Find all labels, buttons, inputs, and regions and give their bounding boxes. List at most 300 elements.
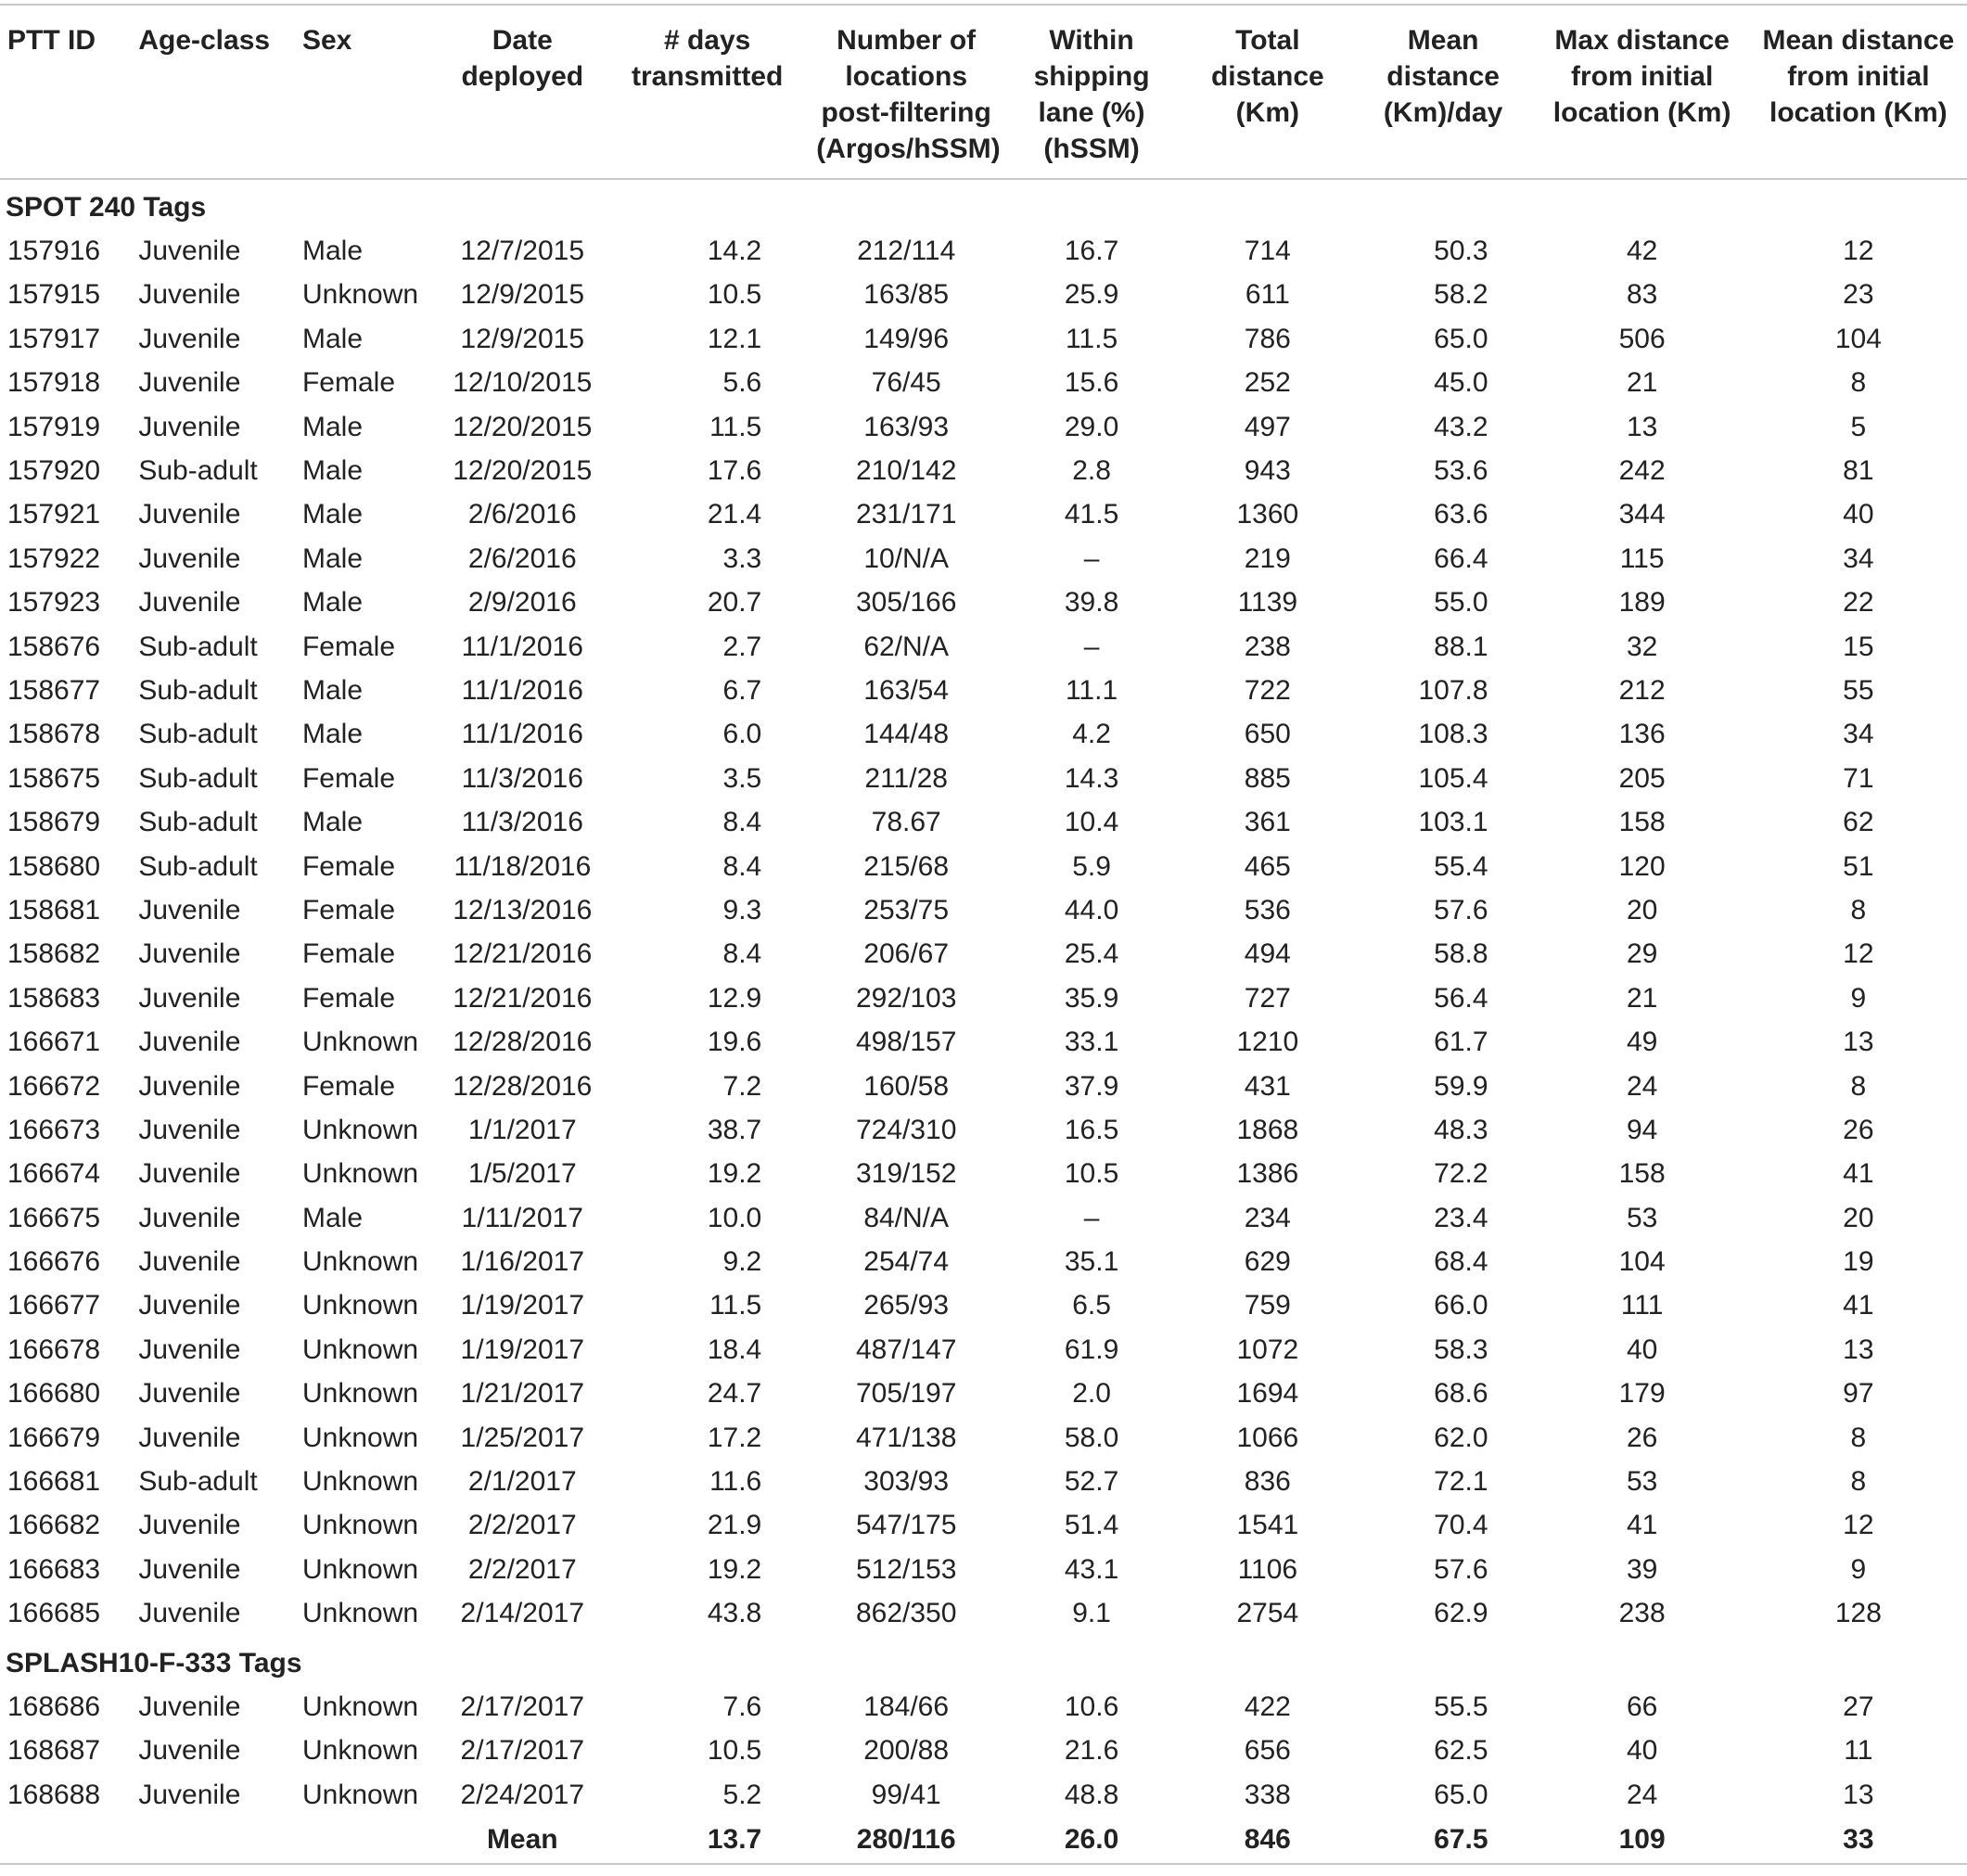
cell-max-distance-from-initial: 24: [1626, 1779, 1658, 1810]
cell-days-transmitted: 10.0: [707, 1202, 762, 1233]
cell-max-distance-from-initial: 238: [1618, 1598, 1666, 1629]
table-row: [0, 757, 1967, 800]
cell-days-transmitted: 2.7: [722, 631, 762, 662]
cell-total-distance: 611: [1245, 279, 1290, 311]
table-row: [0, 845, 1967, 888]
cell-days-transmitted: 24.7: [707, 1378, 762, 1410]
cell-locations: 292/103: [855, 982, 957, 1014]
cell-within-shipping-lane: 9.1: [1072, 1598, 1111, 1629]
cell-date-deployed: 2/2/2017: [467, 1510, 577, 1541]
cell-age-class: Sub-adult: [138, 807, 258, 838]
cell-max-distance-from-initial: 39: [1626, 1553, 1658, 1585]
cell-sex: Unknown: [301, 1691, 419, 1722]
cell-ptt-id: 166673: [7, 1114, 101, 1145]
cell-locations: 253/75: [863, 894, 950, 925]
cell-within-shipping-lane: 43.1: [1064, 1553, 1119, 1585]
cell-max-distance-from-initial: 189: [1618, 587, 1666, 619]
cell-ptt-id: 166671: [7, 1027, 101, 1058]
cell-sex: Unknown: [301, 1779, 419, 1810]
cell-sex: Male: [301, 807, 364, 838]
table-row: [0, 1065, 1967, 1108]
cell-locations: 215/68: [863, 850, 950, 882]
cell-mean-distance-per-day: 59.9: [1434, 1070, 1488, 1102]
cell-date-deployed: 11/18/2016: [453, 850, 592, 882]
cell-ptt-id: 166681: [7, 1466, 101, 1498]
cell-total-distance: 1072: [1236, 1334, 1299, 1365]
cell-sex: Male: [301, 542, 364, 574]
cell-mean-distance-per-day: 23.4: [1434, 1202, 1488, 1233]
cell-date-deployed: 11/1/2016: [461, 631, 583, 662]
cell-date-deployed: 12/9/2015: [460, 279, 585, 311]
cell-within-shipping-lane: 25.9: [1064, 279, 1119, 311]
cell-mean-distance-from-initial: 5: [1850, 411, 1867, 442]
table-row: [0, 537, 1967, 581]
table-row: [0, 1240, 1967, 1283]
table-row: [0, 1773, 1967, 1817]
cell-sex: Unknown: [301, 1027, 419, 1058]
mean-total-distance: 846: [1183, 1817, 1352, 1864]
cell-within-shipping-lane: 21.6: [1064, 1735, 1119, 1767]
cell-max-distance-from-initial: 158: [1618, 1158, 1666, 1190]
cell-sex: Male: [301, 587, 364, 619]
cell-mean-distance-from-initial: 104: [1834, 323, 1882, 354]
cell-ptt-id: 166672: [7, 1070, 101, 1102]
cell-age-class: Juvenile: [138, 1246, 241, 1278]
cell-mean-distance-from-initial: 62: [1843, 807, 1874, 838]
cell-ptt-id: 157918: [7, 367, 101, 399]
cell-age-class: Sub-adult: [138, 455, 258, 487]
cell-mean-distance-from-initial: 20: [1843, 1202, 1874, 1233]
cell-date-deployed: 1/11/2017: [461, 1202, 583, 1233]
cell-date-deployed: 1/5/2017: [467, 1158, 577, 1190]
cell-age-class: Sub-adult: [138, 719, 258, 750]
cell-days-transmitted: 7.6: [722, 1691, 762, 1722]
cell-total-distance: 1694: [1236, 1378, 1299, 1410]
cell-total-distance: 361: [1244, 807, 1291, 838]
cell-sex: Female: [301, 850, 396, 882]
cell-total-distance: 1066: [1236, 1422, 1299, 1453]
cell-age-class: Juvenile: [138, 1290, 241, 1321]
cell-max-distance-from-initial: 212: [1618, 674, 1666, 706]
cell-days-transmitted: 43.8: [707, 1598, 762, 1629]
cell-total-distance: 252: [1244, 367, 1291, 399]
cell-total-distance: 422: [1244, 1691, 1291, 1722]
cell-within-shipping-lane: 39.8: [1064, 587, 1119, 619]
cell-within-shipping-lane: 37.9: [1064, 1070, 1119, 1102]
cell-mean-distance-from-initial: 27: [1843, 1691, 1874, 1722]
cell-total-distance: 943: [1244, 455, 1291, 487]
cell-sex: Female: [301, 367, 396, 399]
cell-total-distance: 759: [1244, 1290, 1291, 1321]
cell-age-class: Juvenile: [138, 411, 241, 442]
cell-total-distance: 2754: [1236, 1598, 1299, 1629]
cell-ptt-id: 168688: [7, 1779, 101, 1810]
mean-within-shipping-lane: 26.0: [1000, 1817, 1183, 1864]
table-row: [0, 317, 1967, 361]
section-title: SPOT 240 Tags: [6, 191, 207, 223]
cell-age-class: Juvenile: [138, 1598, 241, 1629]
cell-total-distance: 1868: [1236, 1114, 1299, 1145]
table-row: [0, 405, 1967, 449]
cell-mean-distance-from-initial: 9: [1850, 982, 1867, 1014]
cell-age-class: Sub-adult: [138, 674, 258, 706]
cell-mean-distance-from-initial: 8: [1850, 894, 1867, 925]
empty-cell: [131, 1817, 295, 1864]
cell-date-deployed: 12/9/2015: [460, 323, 585, 354]
cell-mean-distance-from-initial: 9: [1850, 1553, 1867, 1585]
cell-ptt-id: 166682: [7, 1510, 101, 1541]
cell-within-shipping-lane: 29.0: [1064, 411, 1119, 442]
cell-date-deployed: 2/1/2017: [467, 1466, 577, 1498]
table-row: [0, 1372, 1967, 1416]
cell-mean-distance-from-initial: 13: [1843, 1334, 1874, 1365]
cell-total-distance: 234: [1244, 1202, 1291, 1233]
cell-total-distance: 431: [1244, 1070, 1291, 1102]
tag-summary-table: [0, 4, 1967, 1865]
cell-mean-distance-from-initial: 23: [1843, 279, 1874, 311]
cell-locations: 200/88: [863, 1735, 950, 1767]
cell-date-deployed: 1/19/2017: [460, 1290, 585, 1321]
cell-locations: 144/48: [863, 719, 950, 750]
cell-days-transmitted: 8.4: [722, 807, 762, 838]
cell-mean-distance-per-day: 103.1: [1418, 807, 1488, 838]
cell-date-deployed: 1/19/2017: [460, 1334, 585, 1365]
cell-days-transmitted: 9.2: [722, 1246, 762, 1278]
cell-total-distance: 494: [1244, 938, 1291, 970]
cell-total-distance: 1106: [1237, 1553, 1298, 1585]
cell-within-shipping-lane: 11.1: [1065, 674, 1118, 706]
cell-locations: 206/67: [863, 938, 950, 970]
cell-total-distance: 1541: [1236, 1510, 1299, 1541]
cell-days-transmitted: 5.2: [722, 1779, 762, 1810]
cell-mean-distance-per-day: 58.2: [1434, 279, 1488, 311]
cell-total-distance: 536: [1244, 894, 1291, 925]
section-header-row: [0, 179, 1967, 229]
cell-mean-distance-per-day: 68.6: [1434, 1378, 1488, 1410]
cell-age-class: Juvenile: [138, 499, 241, 530]
cell-age-class: Juvenile: [138, 1691, 241, 1722]
cell-max-distance-from-initial: 21: [1626, 982, 1658, 1014]
cell-mean-distance-from-initial: 51: [1843, 850, 1874, 882]
cell-days-transmitted: 11.6: [709, 1466, 762, 1498]
cell-max-distance-from-initial: 506: [1618, 323, 1666, 354]
cell-total-distance: 1139: [1237, 587, 1298, 619]
cell-within-shipping-lane: 35.1: [1064, 1246, 1119, 1278]
cell-sex: Female: [301, 938, 396, 970]
cell-sex: Male: [301, 323, 364, 354]
cell-locations: 319/152: [855, 1158, 957, 1190]
cell-ptt-id: 158675: [7, 762, 101, 794]
cell-mean-distance-from-initial: 11: [1844, 1735, 1873, 1767]
table-row: [0, 493, 1967, 537]
cell-date-deployed: 2/6/2016: [467, 542, 577, 574]
cell-mean-distance-per-day: 65.0: [1434, 323, 1488, 354]
cell-ptt-id: 158683: [7, 982, 101, 1014]
cell-within-shipping-lane: 48.8: [1064, 1779, 1119, 1810]
cell-locations: 211/28: [864, 762, 948, 794]
cell-locations: 512/153: [855, 1553, 957, 1585]
cell-within-shipping-lane: 14.3: [1064, 762, 1119, 794]
cell-total-distance: 722: [1244, 674, 1291, 706]
cell-total-distance: 1210: [1236, 1027, 1299, 1058]
cell-total-distance: 727: [1244, 982, 1291, 1014]
cell-date-deployed: 12/20/2015: [453, 455, 593, 487]
cell-sex: Unknown: [301, 1735, 419, 1767]
cell-age-class: Juvenile: [138, 1114, 241, 1145]
cell-sex: Male: [301, 1202, 364, 1233]
cell-sex: Male: [301, 411, 364, 442]
cell-mean-distance-from-initial: 40: [1843, 499, 1874, 530]
cell-days-transmitted: 21.4: [707, 499, 762, 530]
cell-max-distance-from-initial: 344: [1618, 499, 1666, 530]
cell-date-deployed: 2/9/2016: [467, 587, 577, 619]
cell-sex: Male: [301, 719, 364, 750]
cell-mean-distance-from-initial: 13: [1843, 1027, 1874, 1058]
table-row: [0, 274, 1967, 317]
cell-mean-distance-from-initial: 41: [1843, 1158, 1874, 1190]
cell-within-shipping-lane: 10.5: [1064, 1158, 1119, 1190]
cell-max-distance-from-initial: 94: [1626, 1114, 1658, 1145]
cell-sex: Unknown: [301, 1290, 419, 1321]
cell-within-shipping-lane: 5.9: [1072, 850, 1111, 882]
mean-distance-per-day: 67.5: [1352, 1817, 1535, 1864]
cell-mean-distance-per-day: 68.4: [1434, 1246, 1488, 1278]
cell-total-distance: 338: [1244, 1779, 1291, 1810]
cell-max-distance-from-initial: 40: [1626, 1334, 1658, 1365]
cell-locations: 498/157: [855, 1027, 957, 1058]
cell-date-deployed: 11/3/2016: [461, 807, 583, 838]
cell-age-class: Juvenile: [138, 236, 241, 267]
empty-cell: [0, 1817, 131, 1864]
cell-mean-distance-from-initial: 8: [1850, 1466, 1867, 1498]
cell-ptt-id: 166685: [7, 1598, 101, 1629]
cell-total-distance: 656: [1244, 1735, 1291, 1767]
cell-max-distance-from-initial: 49: [1626, 1027, 1658, 1058]
cell-mean-distance-from-initial: 12: [1843, 938, 1874, 970]
cell-mean-distance-per-day: 55.4: [1434, 850, 1488, 882]
header-number-of-locations: Number of locations post-filtering (Argos/hSSM): [812, 5, 1000, 179]
table-row: [0, 229, 1967, 273]
cell-max-distance-from-initial: 115: [1619, 542, 1665, 574]
cell-date-deployed: 12/21/2016: [453, 982, 593, 1014]
cell-max-distance-from-initial: 66: [1626, 1691, 1658, 1722]
cell-mean-distance-per-day: 62.5: [1434, 1735, 1488, 1767]
cell-locations: 99/41: [871, 1779, 941, 1810]
cell-total-distance: 238: [1244, 631, 1291, 662]
cell-within-shipping-lane: 10.6: [1064, 1691, 1119, 1722]
cell-sex: Unknown: [301, 1334, 419, 1365]
cell-mean-distance-from-initial: 71: [1843, 762, 1874, 794]
cell-age-class: Juvenile: [138, 1553, 241, 1585]
cell-within-shipping-lane: 6.5: [1072, 1290, 1111, 1321]
cell-sex: Unknown: [301, 1158, 419, 1190]
cell-total-distance: 497: [1244, 411, 1291, 442]
cell-ptt-id: 157921: [7, 499, 101, 530]
cell-days-transmitted: 10.5: [707, 279, 762, 311]
cell-mean-distance-per-day: 53.6: [1434, 455, 1488, 487]
cell-within-shipping-lane: –: [1083, 542, 1100, 574]
cell-days-transmitted: 12.1: [707, 323, 762, 354]
cell-date-deployed: 12/20/2015: [453, 411, 593, 442]
cell-mean-distance-per-day: 62.0: [1434, 1422, 1488, 1453]
cell-max-distance-from-initial: 120: [1618, 850, 1666, 882]
cell-age-class: Juvenile: [138, 1779, 241, 1810]
cell-ptt-id: 157916: [7, 236, 101, 267]
header-within-shipping-lane: Within shipping lane (%) (hSSM): [1000, 5, 1183, 179]
cell-date-deployed: 1/1/2017: [467, 1114, 577, 1145]
header-row: [0, 5, 1967, 179]
cell-locations: 862/350: [855, 1598, 957, 1629]
cell-total-distance: 786: [1244, 323, 1291, 354]
cell-age-class: Juvenile: [138, 1158, 241, 1190]
cell-within-shipping-lane: 2.8: [1072, 455, 1111, 487]
cell-within-shipping-lane: 10.4: [1064, 807, 1119, 838]
table-row: [0, 1504, 1967, 1548]
cell-total-distance: 1386: [1236, 1158, 1299, 1190]
cell-sex: Female: [301, 982, 396, 1014]
cell-locations: 487/147: [855, 1334, 957, 1365]
cell-age-class: Juvenile: [138, 1510, 241, 1541]
cell-max-distance-from-initial: 13: [1626, 411, 1658, 442]
cell-max-distance-from-initial: 158: [1618, 807, 1666, 838]
cell-mean-distance-from-initial: 22: [1843, 587, 1874, 619]
mean-locations: 280/116: [812, 1817, 1000, 1864]
cell-within-shipping-lane: 61.9: [1064, 1334, 1119, 1365]
cell-mean-distance-per-day: 45.0: [1434, 367, 1488, 399]
cell-max-distance-from-initial: 53: [1626, 1466, 1658, 1498]
cell-age-class: Sub-adult: [138, 631, 258, 662]
cell-max-distance-from-initial: 32: [1626, 631, 1658, 662]
cell-date-deployed: 12/21/2016: [453, 938, 593, 970]
cell-days-transmitted: 19.2: [707, 1158, 762, 1190]
cell-ptt-id: 158680: [7, 850, 101, 882]
cell-ptt-id: 157920: [7, 455, 101, 487]
cell-mean-distance-per-day: 107.8: [1418, 674, 1488, 706]
cell-within-shipping-lane: 25.4: [1064, 938, 1119, 970]
cell-within-shipping-lane: 33.1: [1064, 1027, 1119, 1058]
header-age-class: Age-class: [131, 5, 295, 179]
cell-mean-distance-per-day: 57.6: [1434, 894, 1488, 925]
cell-mean-distance-from-initial: 15: [1843, 631, 1874, 662]
cell-locations: 184/66: [863, 1691, 950, 1722]
cell-locations: 705/197: [855, 1378, 957, 1410]
cell-max-distance-from-initial: 41: [1626, 1510, 1658, 1541]
cell-mean-distance-from-initial: 19: [1843, 1246, 1874, 1278]
cell-sex: Unknown: [301, 1598, 419, 1629]
header-mean-distance-from-initial: Mean distance from initial location (Km): [1750, 5, 1967, 179]
cell-locations: 149/96: [863, 323, 950, 354]
cell-max-distance-from-initial: 26: [1626, 1422, 1658, 1453]
header-days-transmitted: # days transmitted: [602, 5, 812, 179]
cell-date-deployed: 1/21/2017: [460, 1378, 585, 1410]
cell-mean-distance-from-initial: 55: [1843, 674, 1874, 706]
section-header-row: [0, 1636, 1967, 1685]
cell-age-class: Juvenile: [138, 1070, 241, 1102]
cell-sex: Unknown: [301, 279, 419, 311]
cell-mean-distance-from-initial: 12: [1843, 1510, 1874, 1541]
cell-days-transmitted: 6.0: [722, 719, 762, 750]
cell-mean-distance-from-initial: 13: [1843, 1779, 1874, 1810]
cell-ptt-id: 166676: [7, 1246, 101, 1278]
cell-ptt-id: 157915: [7, 279, 101, 311]
cell-date-deployed: 12/7/2015: [460, 236, 585, 267]
cell-age-class: Sub-adult: [138, 850, 258, 882]
table-row: [0, 362, 1967, 405]
cell-days-transmitted: 8.4: [722, 938, 762, 970]
cell-date-deployed: 2/17/2017: [460, 1735, 585, 1767]
cell-total-distance: 219: [1244, 542, 1291, 574]
cell-mean-distance-from-initial: 41: [1843, 1290, 1874, 1321]
cell-locations: 303/93: [863, 1466, 950, 1498]
cell-age-class: Juvenile: [138, 894, 241, 925]
cell-total-distance: 465: [1244, 850, 1291, 882]
header-total-distance: Total distance (Km): [1183, 5, 1352, 179]
table-row: [0, 1108, 1967, 1152]
cell-ptt-id: 158677: [7, 674, 101, 706]
data-table-container: [0, 4, 1967, 1865]
cell-mean-distance-from-initial: 81: [1843, 455, 1874, 487]
cell-locations: 210/142: [855, 455, 957, 487]
cell-mean-distance-per-day: 62.9: [1434, 1598, 1488, 1629]
cell-days-transmitted: 7.2: [722, 1070, 762, 1102]
table-row: [0, 713, 1967, 757]
cell-within-shipping-lane: 15.6: [1064, 367, 1119, 399]
cell-date-deployed: 2/6/2016: [467, 499, 577, 530]
cell-mean-distance-per-day: 58.3: [1434, 1334, 1488, 1365]
cell-days-transmitted: 19.2: [707, 1553, 762, 1585]
mean-label: Mean: [442, 1817, 602, 1864]
cell-sex: Unknown: [301, 1422, 419, 1453]
table-row: [0, 976, 1967, 1020]
cell-locations: 212/114: [857, 236, 956, 267]
cell-total-distance: 714: [1244, 236, 1291, 267]
cell-total-distance: 1360: [1236, 499, 1299, 530]
mean-row: [0, 1817, 1967, 1864]
cell-ptt-id: 157917: [7, 323, 101, 354]
cell-days-transmitted: 3.5: [722, 762, 762, 794]
cell-mean-distance-per-day: 105.4: [1418, 762, 1488, 794]
cell-ptt-id: 158682: [7, 938, 101, 970]
cell-age-class: Juvenile: [138, 1202, 241, 1233]
cell-max-distance-from-initial: 111: [1620, 1290, 1664, 1321]
cell-locations: 163/85: [863, 279, 950, 311]
cell-age-class: Juvenile: [138, 1422, 241, 1453]
cell-mean-distance-from-initial: 34: [1843, 542, 1874, 574]
cell-date-deployed: 1/16/2017: [460, 1246, 585, 1278]
cell-ptt-id: 157919: [7, 411, 101, 442]
cell-within-shipping-lane: 58.0: [1064, 1422, 1119, 1453]
cell-age-class: Juvenile: [138, 1378, 241, 1410]
table-row: [0, 581, 1967, 625]
cell-mean-distance-from-initial: 128: [1834, 1598, 1882, 1629]
cell-mean-distance-per-day: 72.1: [1434, 1466, 1488, 1498]
cell-days-transmitted: 12.9: [707, 982, 762, 1014]
cell-sex: Unknown: [301, 1553, 419, 1585]
cell-age-class: Juvenile: [138, 323, 241, 354]
table-row: [0, 1196, 1967, 1240]
cell-ptt-id: 166680: [7, 1378, 101, 1410]
cell-within-shipping-lane: 44.0: [1064, 894, 1119, 925]
cell-max-distance-from-initial: 242: [1618, 455, 1666, 487]
cell-ptt-id: 166675: [7, 1202, 101, 1233]
cell-locations: 163/54: [863, 674, 950, 706]
table-row: [0, 669, 1967, 712]
cell-days-transmitted: 14.2: [707, 236, 762, 267]
cell-max-distance-from-initial: 40: [1626, 1735, 1658, 1767]
cell-mean-distance-per-day: 55.5: [1434, 1691, 1488, 1722]
table-row: [0, 1685, 1967, 1729]
header-ptt-id: PTT ID: [0, 5, 131, 179]
